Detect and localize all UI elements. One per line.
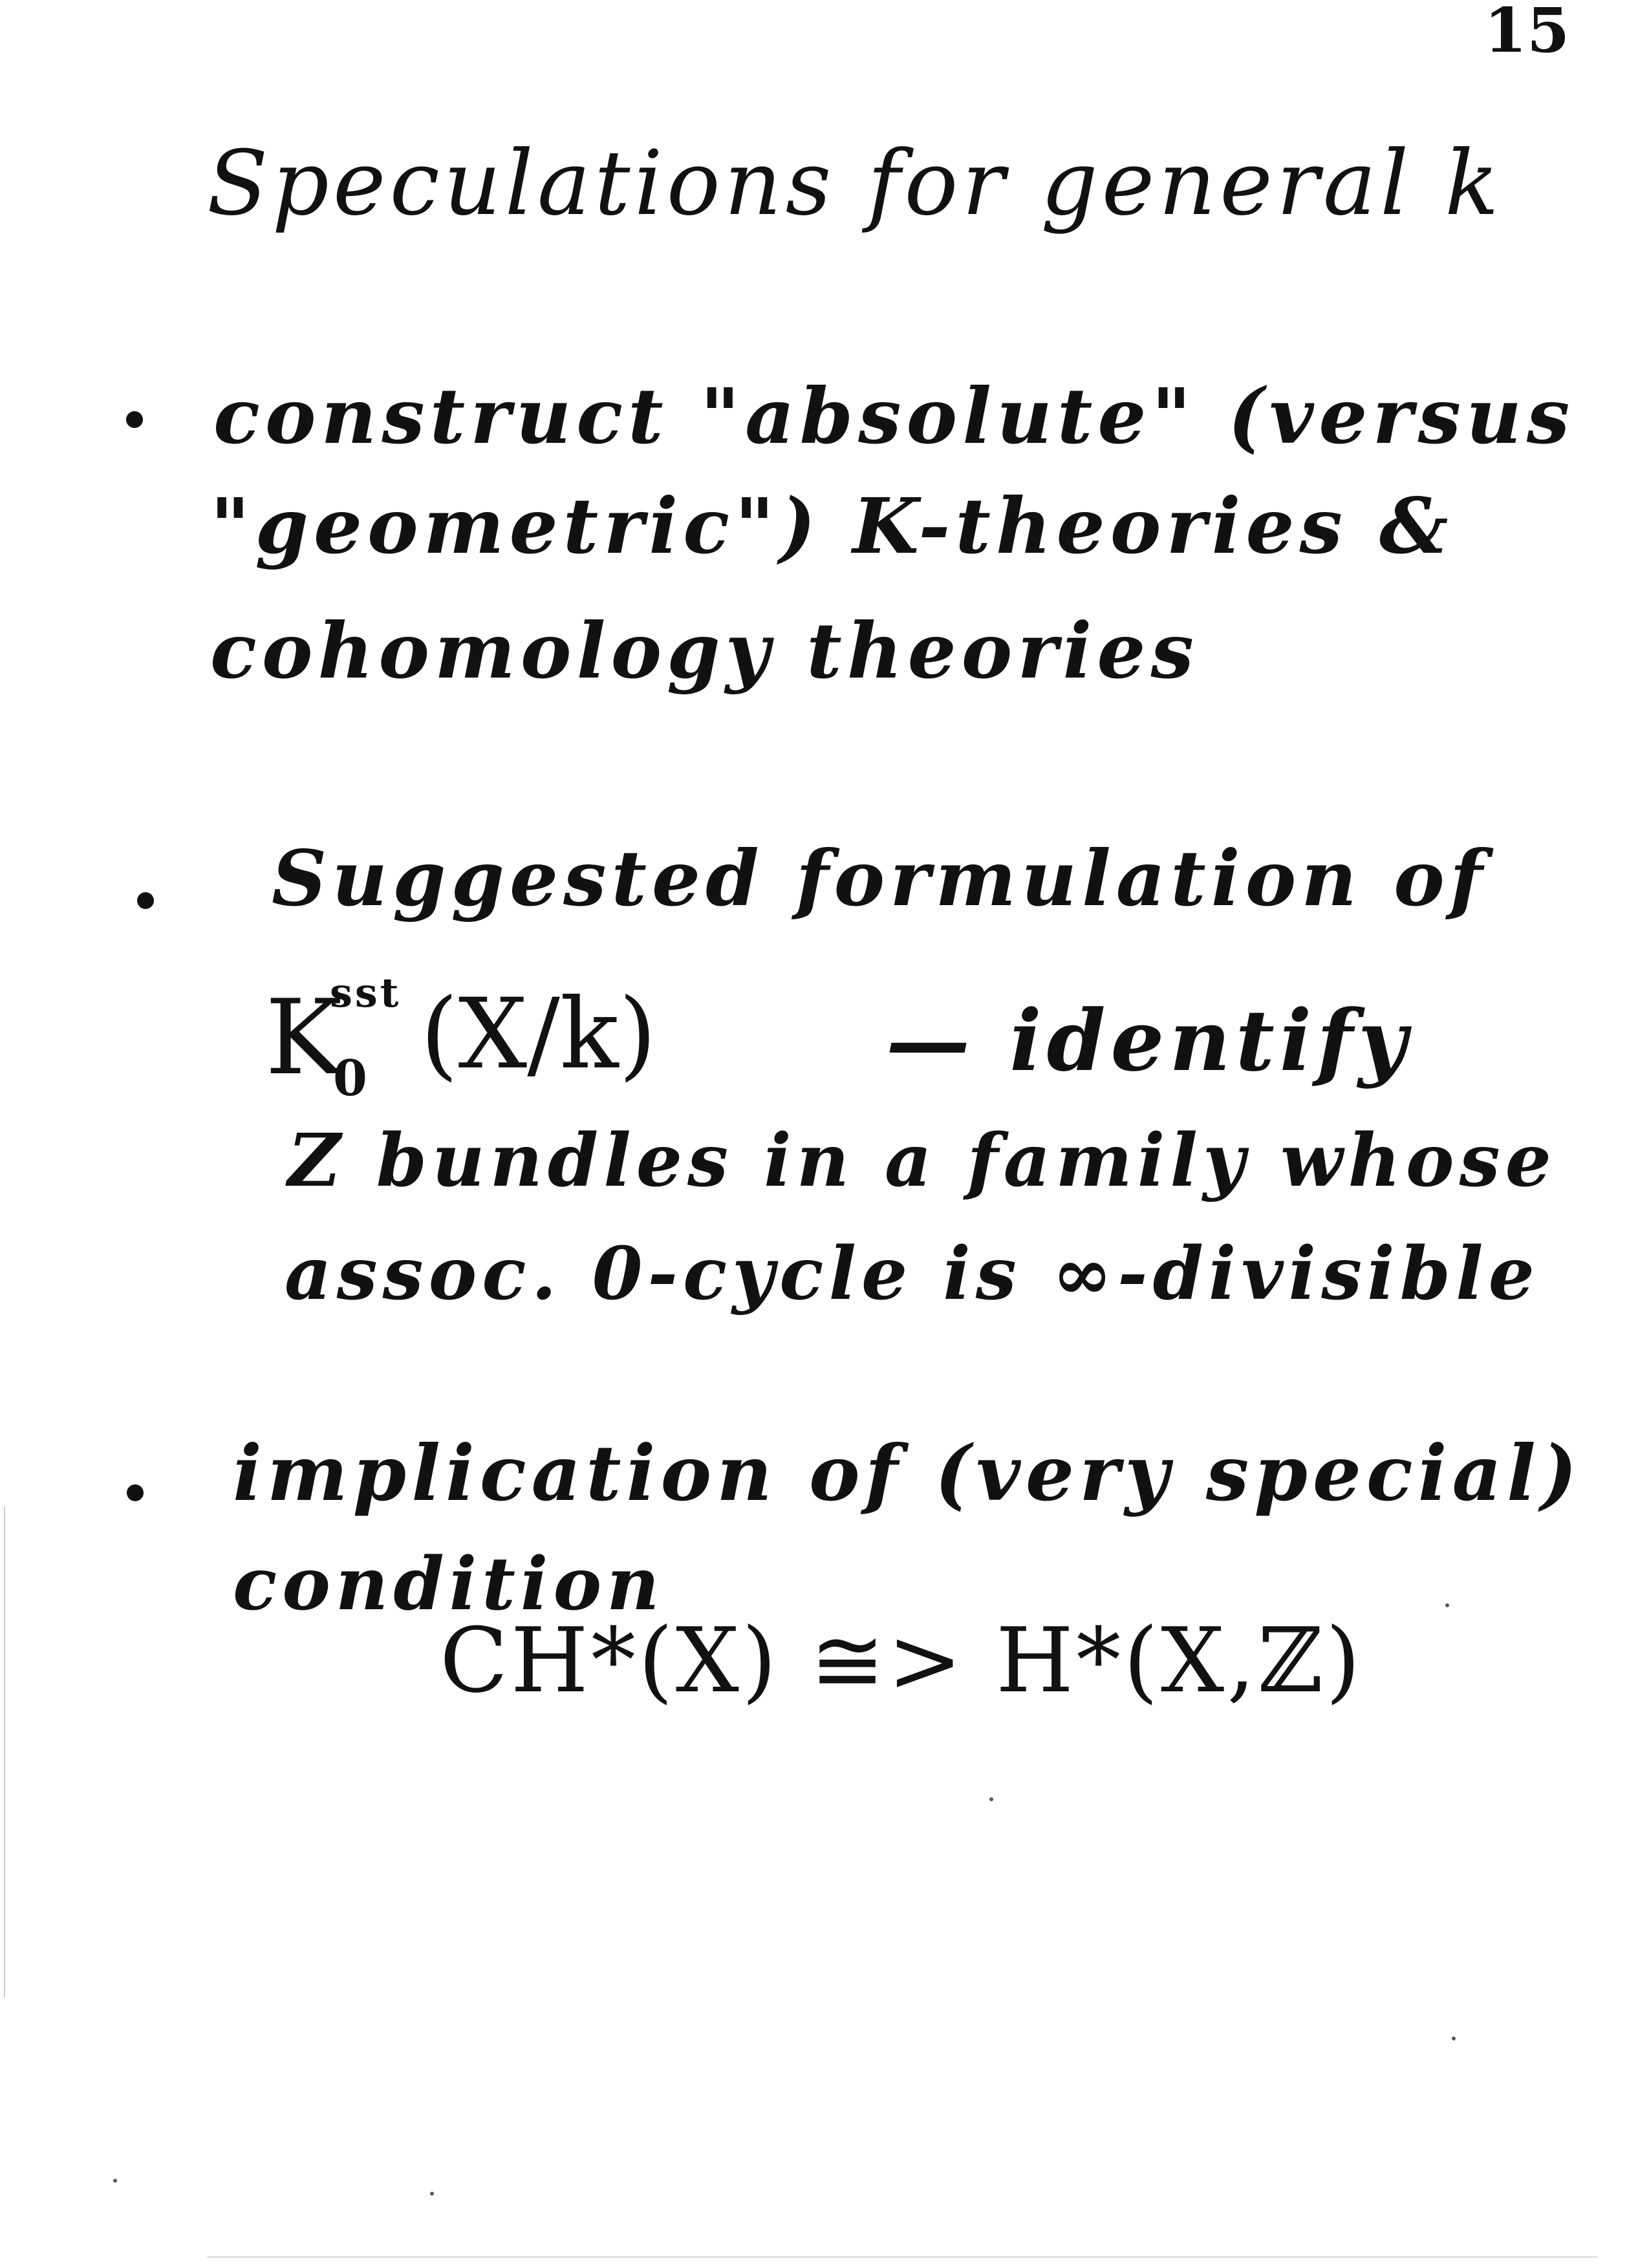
formula-subscript: 0 <box>333 1049 367 1107</box>
formula-dash: — <box>886 991 975 1090</box>
formula-argument: (X/k) <box>420 978 657 1091</box>
item-3-formula: CH*(X) ≅> H*(X,ℤ) <box>440 1609 1363 1713</box>
item-1-line-2: "geometric") K-theories & <box>210 481 1454 571</box>
item-1-line-3: cohomology theories <box>210 606 1199 696</box>
scan-edge-bottom <box>207 2256 1597 2258</box>
item-1-line-1: construct "absolute" (versus <box>213 371 1575 461</box>
formula-superscript: sst <box>330 969 402 1016</box>
page-title: Speculations for general k <box>207 131 1503 235</box>
bullet-point-2 <box>137 892 154 909</box>
formula-symbol: K <box>265 977 343 1098</box>
item-3-line-1: implication of (very special) <box>233 1428 1582 1518</box>
scan-edge-left <box>4 1506 5 1998</box>
bullet-point-3 <box>127 1484 144 1501</box>
scan-speck <box>113 2179 117 2183</box>
item-2-line-1: Suggested formulation of <box>272 833 1488 923</box>
item-3-line-2: condition <box>233 1542 665 1627</box>
scan-speck <box>989 1797 993 1801</box>
scan-speck <box>430 2192 434 2196</box>
scan-speck <box>1452 2037 1456 2040</box>
item-2-line-3: Z bundles in a family whose <box>288 1118 1557 1203</box>
formula-separator <box>886 991 1412 1090</box>
item-2-line-4: assoc. 0-cycle is ∞-divisible <box>285 1232 1540 1316</box>
k-sst-formula <box>265 969 1412 1107</box>
bullet-point-1 <box>126 411 143 428</box>
item-2-line-2: identify <box>1009 991 1412 1090</box>
scan-speck <box>1445 1603 1449 1607</box>
page-number: 15 <box>1484 0 1570 67</box>
